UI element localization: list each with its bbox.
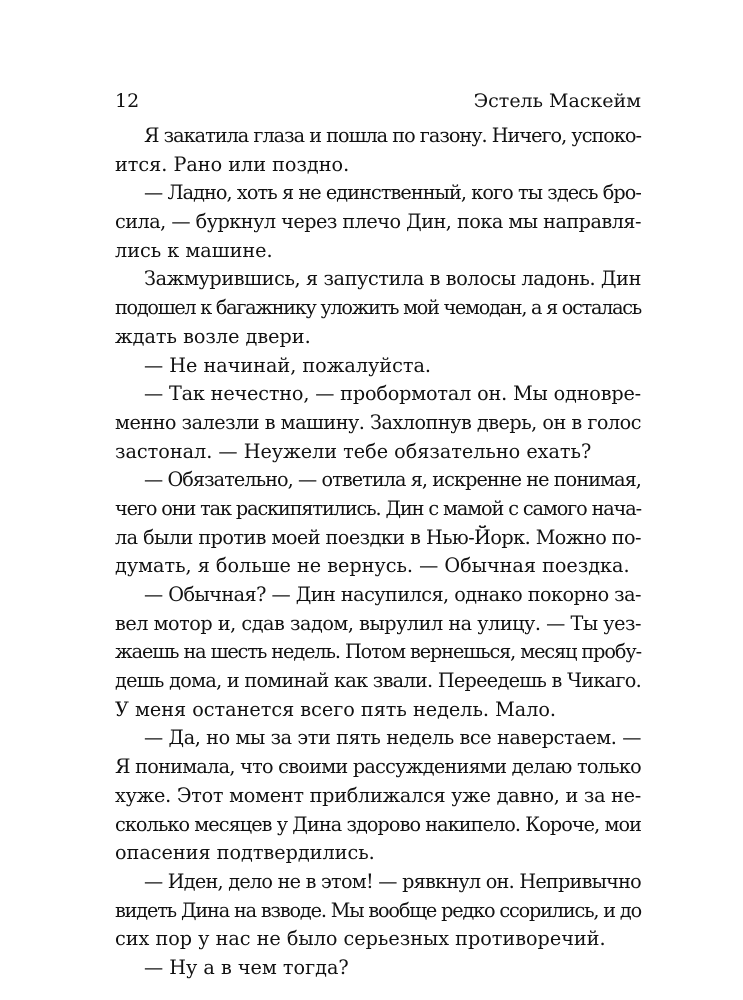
text-line: Я понимала, что своими рассуждениями делаю только xyxy=(115,755,641,779)
text-line: ла были против моей поездки в Нью-Йорк. Можно по- xyxy=(115,525,641,549)
text-line: лись к машине. xyxy=(115,238,273,262)
paragraph xyxy=(115,179,641,265)
paragraph xyxy=(115,466,641,581)
paragraph xyxy=(115,122,641,179)
text-line: ждать возле двери. xyxy=(115,324,311,348)
paragraph xyxy=(115,352,641,381)
text-line: — Ладно, хоть я не единственный, кого ты здесь бро- xyxy=(144,181,641,205)
text-line: ится. Рано или поздно. xyxy=(115,152,350,176)
text-line: чего они так раскипятились. Дин с мамой с самого нача- xyxy=(115,496,641,520)
text-line: думать, я больше не вернусь. — Обычная поездка. xyxy=(115,554,630,578)
paragraph xyxy=(115,724,641,867)
body-text xyxy=(115,122,641,983)
running-head xyxy=(115,86,641,116)
text-line: сих пор у нас не было серьезных противоречий. xyxy=(115,927,606,951)
book-author: Эстель Маскейм xyxy=(473,90,641,112)
text-line: У меня останется всего пять недель. Мало. xyxy=(115,697,557,721)
text-line: — Ну а в чем тогда? xyxy=(144,955,349,979)
paragraph xyxy=(115,868,641,954)
text-line: — Обычная? — Дин насупился, однако покорно за- xyxy=(144,583,641,606)
text-line: подошел к багажнику уложить мой чемодан, а я осталась xyxy=(115,296,641,320)
text-line: видеть Дина на взводе. Мы вообще редко ссорились, и до xyxy=(115,898,641,922)
text-line: дешь дома, и поминай как звали. Переедешь в Чикаго. xyxy=(115,669,642,693)
page-number: 12 xyxy=(115,90,140,112)
text-line: — Обязательно, — ответила я, искренне не понимая, xyxy=(144,468,641,492)
text-line: менно залезли в машину. Захлопнув дверь, он в голос xyxy=(115,410,641,434)
paragraph xyxy=(115,954,641,983)
paragraph xyxy=(115,581,641,724)
text-line: — Не начинай, пожалуйста. xyxy=(144,353,431,377)
text-line: хуже. Этот момент приближался уже давно, и за не- xyxy=(115,783,641,807)
text-line: Зажмурившись, я запустила в волосы ладонь. Дин xyxy=(144,267,641,291)
text-line: — Да, но мы за эти пять недель все наверстаем. — xyxy=(144,726,641,750)
text-line: застонал. — Неужели тебе обязательно ехать? xyxy=(115,439,592,463)
text-line: вел мотор и, сдав задом, вырулил на улицу. — Ты уез- xyxy=(115,611,641,635)
text-line: Я закатила глаза и пошла по газону. Ничего, успоко- xyxy=(144,124,641,147)
text-line: жаешь на шесть недель. Потом вернешься, месяц пробу- xyxy=(115,640,641,664)
text-line: опасения подтвердились. xyxy=(115,841,375,865)
text-line: — Так нечестно, — пробормотал он. Мы одновре- xyxy=(144,382,642,406)
text-line: сила, — буркнул через плечо Дин, пока мы направля- xyxy=(115,210,641,234)
text-line: сколько месяцев у Дина здорово накипело. Короче, мои xyxy=(115,812,641,836)
paragraph xyxy=(115,380,641,466)
paragraph xyxy=(115,265,641,351)
text-line: — Иден, дело не в этом! — рявкнул он. Непривычно xyxy=(144,869,641,893)
